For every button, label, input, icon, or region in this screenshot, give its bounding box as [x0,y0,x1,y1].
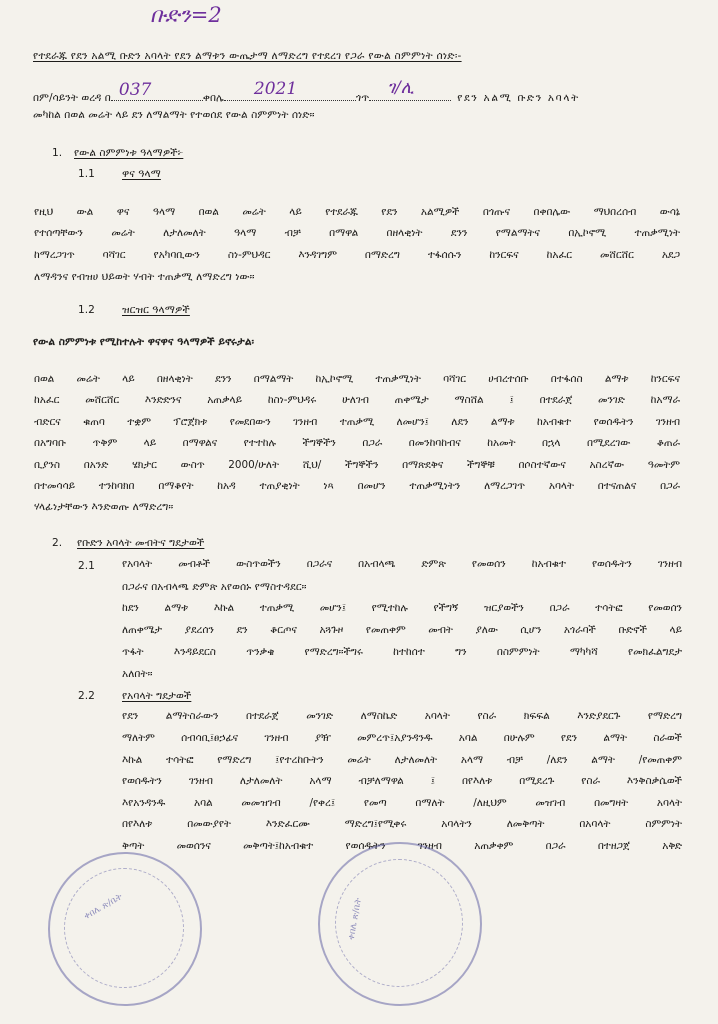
left-seal-stamp [48,852,202,1006]
paragraph-1-line-1: የዚህ ውል ዋና ዓላማ በወል መሬት ላይ የተደራጁ የደን አልሚዎች በጎጡና በቀበሌው ማህበረሰብ ውሳኔ [34,206,680,218]
rights-line-6: አለበት። [122,668,153,680]
section-1-1-number: 1.1 [78,168,95,180]
paragraph-2-line-3: ብድርና ቁጠባ ተቋም ፕሮጀክቱ የመደበውን ገንዘብ ተጠቃሚ ለመሆን፤ ለደን ልማቱ ከአብቁተ የወሰዱትን ገንዘብ [34,416,680,428]
section-1-2-number: 1.2 [78,304,95,316]
left-seal-inner-ring [64,868,184,988]
got-blank [369,78,451,101]
left-seal-text: ቀበሌ ጽ/ቤት [82,892,125,922]
rights-line-1: የአባላት መብቶች ውስጥወችን በጋራና በአብላጫ ድምጽ የመወሰን ከአብቁተ የወሰዱትን ገንዘብ [122,558,682,570]
section-2-2-number: 2.2 [78,690,95,702]
intro-line-2: መካከል በወል መሬት ላይ ደን ለማልማት የተወሰደ የውል ስምምነት ሰነድ። [33,109,315,121]
intro-part-2: ቀበሌ [202,92,224,104]
paragraph-2-line-5: ቢያንስ በአንድ ሄክታር ውስጥ 2000/ሁለት ሺህ/ ችግኞችን በማጽደቅና ችግኞቹ በሶስተኛውና አስረኛው ዓመትም [34,459,680,471]
section-1-2-heading: ዝርዝር ዓላማዎች [122,304,190,316]
got-handwritten: ገ/ሊ [387,78,414,98]
paragraph-1-line-4: ለማዳንና የብዝሀ ህይወት ሃብት ተጠቃሚ ለማድረግ ነው። [34,271,255,283]
handwritten-page-note: ቡድን=2 [150,3,222,27]
section-2-2-heading: የአባላት ግደታወች [122,690,192,702]
paragraph-1-line-3: ከማረጋገጥ ባሻገር የአካባቢውን ስነ-ምህዳር እንዳገግም በማድረግ ተፋሰሱን ከንርፍና ከአፈር መሸርሸር አደጋ [34,249,680,261]
section-2-number: 2. [52,537,63,549]
paragraph-2-line-6: በተመሳሳይ ተንከባክበ በማቆየት ከአዳ ተጠያቂነት ነጻ በመሆን ተጠቃሚነትን ለማረጋገጥ አባላት በተናጠልና በጋራ [34,480,680,492]
section-2-heading: የቡድን አባላት መብትና ግደታወች [77,537,205,549]
kebele-handwritten: 037 [118,80,152,100]
intro-part-4: የደን አልሚ ቡድን አባላት [457,92,580,104]
duties-line-5: እየአንዳንዱ አባል መመዝገብ /የቀረ፤ የመጣ በማለት /ለዚህም መዝገብ በመግዛት አባላት [122,797,682,809]
section-2-1-number: 2.1 [78,560,95,572]
objectives-intro-bold: የውል ስምምነቱ የሚከተሉት ዋናዋና ዓላማዎች ይኖሩታል፡ [33,336,255,348]
intro-line-1 [33,78,683,105]
intro-part-1: በም/ሳይንት ወረዳ በ [33,92,111,104]
section-1-number: 1. [52,147,63,159]
duties-line-2: ማለትም ሰብሳቢ፤ፀኃፊና ገንዘብ ያዥ መምረጥ፤አያንዳንዱ አባል በሁሉም የደን ልማት ስራወች [122,732,682,744]
duties-line-7: ቅጣት መወሰንና መቅጣት፤ከአብቁተ የወሰዱትን ገንዘብ አጠቃቀም በጋራ በተዘጋጀ አቅድ [122,840,682,852]
section-1-heading: የውል ስምምነቱ ዓላማዎች፦ [74,147,184,159]
right-seal-stamp [318,842,482,1006]
rights-line-5: ጥፋት እንዳይደርስ ጥንቃቄ የማድረግ።ችግሩ ከተከሰተ ግን በስምምነት ማካካሻ የመክፈልግደታ [122,646,682,658]
duties-line-6: በየእለቱ በመውያየት እንድፈርሙ ማድረግ፤የሚቀሩ አባላትን ለመቅጣት በአባላት ስምምነት [122,818,682,830]
date-blank [224,79,356,101]
date-handwritten: 2021 [253,79,298,99]
paragraph-2-line-4: በአግባቡ ጥቅም ላይ በማዋልና የተተከሉ ችግኞችን በጋራ በመንከባከብና ከአመት በኋላ በሚደረገው ቆጠራ [34,437,680,449]
paragraph-2-line-2: ከአፈር መሸርሸር እንድድንና አጠቃላይ ከስነ-ምህዳሩ ሁለገብ ጠቀሜታ ማስሸል ፤ በተደራጀ መንገድ ከአማራ [34,394,680,406]
intro-part-3: ጎጥ [355,92,370,104]
duties-line-1: የደን ልማትስራውን በተደራጀ መንገድ ለማስኬድ አባላት የስራ ክፍፍል እንድያደርጉ የማድረግ [122,710,682,722]
section-1-1-heading: ዋና ዓላማ [122,168,161,180]
duties-line-4: የወሰዱትን ገንዘብ ለታለመለት አላማ ብቻለማዋል ፤ በየእለቱ በሚደረጉ የስራ እንቅስቃሴወች [122,775,682,787]
rights-line-4: ለጠቀሜታ ያደረሰን ደን ቆርጦና አጓጉዞ የመጠቀም መብት ያለው ሲሆን አጎራባች ቡድኖች ላይ [122,624,682,636]
rights-line-3: ከደን ልማቱ እኩል ተጠቃሚ መሆን፤ የሚተከሉ የችግኝ ዝርያወችን በጋራ ተሳትፎ የመወሰን [122,602,682,614]
document-title: የተደራጁ የደን አልሚ ቡድን አባላት የደን ልማቱን ውጤታማ ለማድረግ የተደረገ የጋራ የውል ስምምነት ሰነድ፡- [33,50,462,62]
right-seal-text: ቀበሌ ጽ/ቤት [346,897,364,941]
paragraph-1-line-2: የተሰጣቸውን መሬት ለታለመለት ዓላማ ብቻ በማዋል በዘላቂነት ደንን የማልማትና በኢኮኖሚ ተጠቃሚነት [34,227,680,239]
paragraph-2-line-1: በወል መሬት ላይ በዘላቂነት ደንን በማልማት ከኢኮኖሚ ተጠቃሚነት ባሻገር ሀብረተሰቡ በተፋሰስ ልማቱ ከንርፍና [34,373,680,385]
kebele-blank [111,80,203,101]
duties-line-3: እኩል ተሳትፎ የማድረግ ፤የተረከቡትን መሬት ለታለመለት አላማ ብቻ /ለደን ልማት /የመጠቀም [122,754,682,766]
rights-line-2: በጋራና በአብላጫ ድምጽ አየወሰኑ የማስተዳደር። [122,581,307,593]
paragraph-2-line-7: ሃላፊነታቸውን እንድወጡ ለማድረግ። [34,501,174,513]
